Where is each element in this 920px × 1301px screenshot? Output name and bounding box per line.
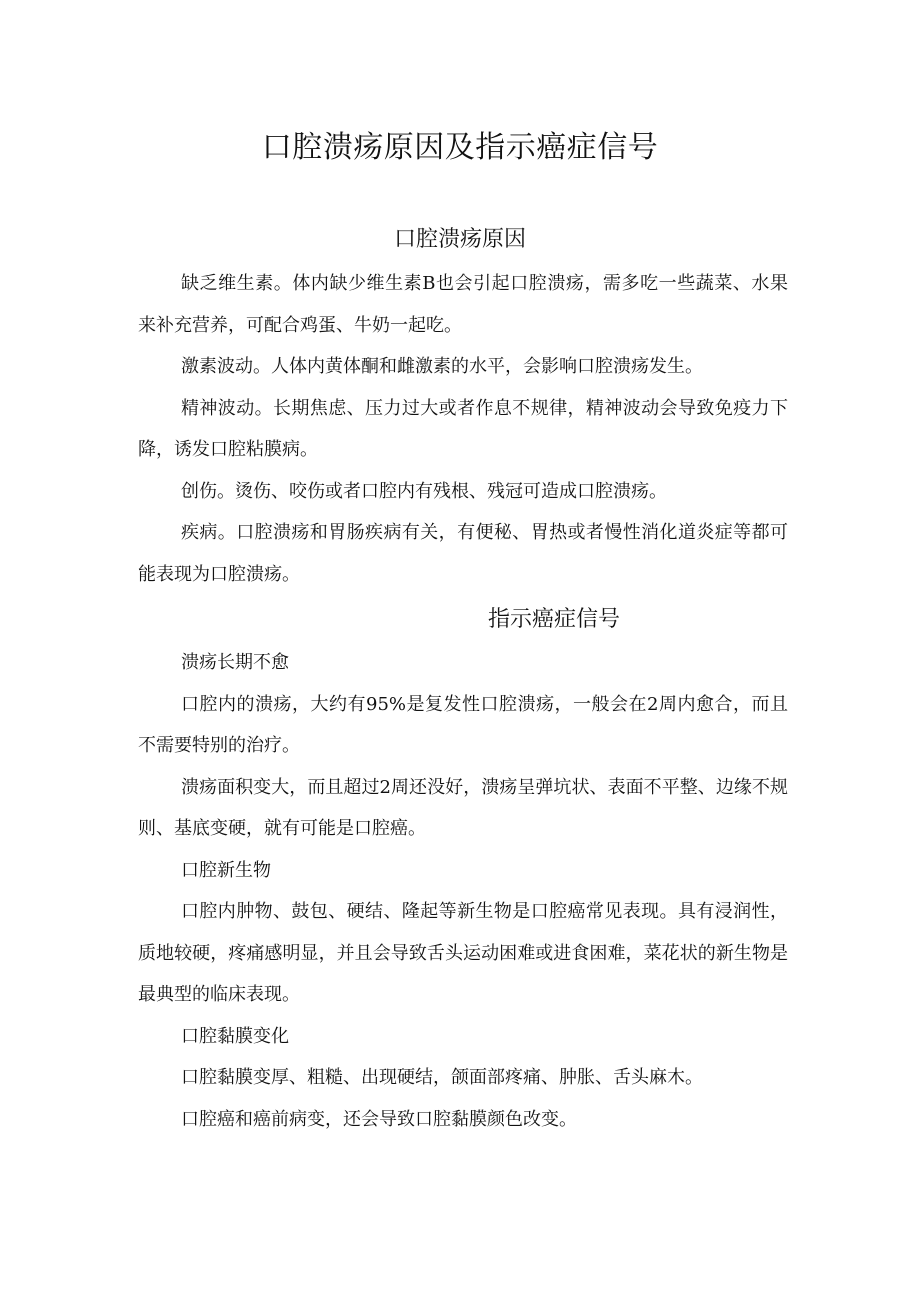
document-title: 口腔溃疡原因及指示癌症信号 bbox=[261, 130, 659, 165]
paragraph: 疾病。口腔溃疡和胃肠疾病有关，有便秘、胃热或者慢性消化道炎症等都可能表现为口腔溃疡。 bbox=[138, 522, 788, 585]
section-causes-body bbox=[138, 263, 788, 595]
section-heading-cancer-signals: 指示癌症信号 bbox=[487, 607, 620, 632]
section-cancer-signals-body bbox=[138, 642, 788, 1140]
paragraph: 口腔内的溃疡，大约有95%是复发性口腔溃疡，一般会在2周内愈合，而且不需要特别的治疗。 bbox=[138, 693, 788, 756]
paragraph: 口腔癌和癌前病变，还会导致口腔黏膜颜色改变。 bbox=[181, 1108, 577, 1130]
subheading-mucosa-change: 口腔黏膜变化 bbox=[181, 1025, 289, 1047]
paragraph: 精神波动。长期焦虑、压力过大或者作息不规律，精神波动会导致免疫力下降，诱发口腔粘膜病。 bbox=[138, 397, 788, 460]
paragraph: 口腔黏膜变厚、粗糙、出现硬结，颌面部疼痛、肿胀、舌头麻木。 bbox=[181, 1067, 703, 1088]
paragraph: 溃疡面积变大，而且超过2周还没好，溃疡呈弹坑状、表面不平整、边缘不规则、基底变硬，就有可能是口腔癌。 bbox=[138, 776, 788, 839]
paragraph: 创伤。烫伤、咬伤或者口腔内有残根、残冠可造成口腔溃疡。 bbox=[181, 480, 667, 502]
subheading-ulcer-not-healing: 溃疡长期不愈 bbox=[181, 652, 289, 673]
paragraph: 激素波动。人体内黄体酮和雌激素的水平，会影响口腔溃疡发生。 bbox=[181, 356, 703, 377]
paragraph: 口腔内肿物、鼓包、硬结、隆起等新生物是口腔癌常见表现。具有浸润性，质地较硬，疼痛感明显，并且会导致舌头运动困难或进食困难，菜花状的新生物是最典型的临床表现。 bbox=[138, 901, 788, 1005]
section-heading-causes: 口腔溃疡原因 bbox=[393, 227, 526, 252]
paragraph: 缺乏维生素。体内缺少维生素B也会引起口腔溃疡，需多吃一些蔬菜、水果来补充营养，可配合鸡蛋、牛奶一起吃。 bbox=[138, 273, 788, 336]
subheading-new-growth: 口腔新生物 bbox=[181, 859, 271, 881]
